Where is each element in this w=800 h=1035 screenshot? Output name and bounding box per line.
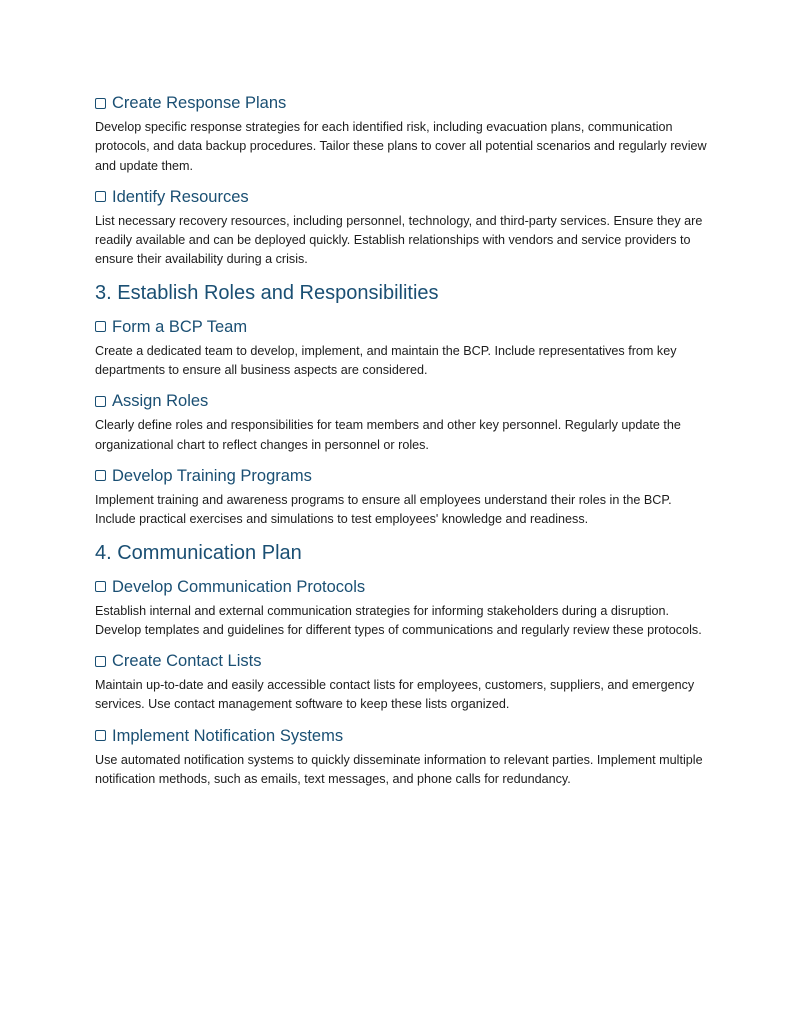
checkbox-icon[interactable]: [95, 191, 106, 202]
checklist-item-assign-roles: [95, 390, 710, 412]
checklist-item-create-contact-lists: [95, 650, 710, 672]
section-continued: [95, 92, 710, 270]
section-heading: 4. Communication Plan: [95, 541, 302, 564]
item-description: Use automated notification systems to quickly disseminate information to relevant parties. Implement multiple notification methods, such as emails, text messages, and phone calls for redundancy.: [95, 752, 703, 787]
section-communication: [95, 540, 710, 790]
checklist-item-form-bcp-team: [95, 316, 710, 338]
checkbox-icon[interactable]: [95, 98, 106, 109]
item-title: Develop Communication Protocols: [112, 577, 366, 596]
checkbox-icon[interactable]: [95, 656, 106, 667]
section-heading: 3. Establish Roles and Responsibilities: [95, 281, 439, 304]
item-title: Form a BCP Team: [112, 317, 248, 336]
item-description: Maintain up-to-date and easily accessible contact lists for employees, customers, suppliers, and emergency services. Use contact management software to keep these lists organized.: [95, 678, 695, 712]
item-title: Implement Notification Systems: [112, 726, 344, 745]
item-description: List necessary recovery resources, including personnel, technology, and third-party services. Ensure they are readily available and can be deployed quickly. Establish relationships with vendors and service providers to ensure their availability during a crisis.: [95, 213, 703, 267]
item-title: Identify Resources: [112, 187, 249, 206]
checklist-item-develop-training-programs: [95, 465, 710, 487]
item-title: Create Response Plans: [112, 94, 287, 112]
checkbox-icon[interactable]: [95, 396, 106, 407]
checkbox-icon[interactable]: [95, 730, 106, 741]
item-title: Develop Training Programs: [112, 466, 312, 485]
item-description: Implement training and awareness programs to ensure all employees understand their roles in the BCP. Include practical exercises and simulations to test employees' knowledge and readiness.: [95, 492, 672, 527]
section-roles: [95, 280, 710, 530]
checkbox-icon[interactable]: [95, 581, 106, 592]
item-description: Create a dedicated team to develop, implement, and maintain the BCP. Include representatives from key departments to ensure all business aspects are considered.: [95, 343, 677, 378]
checkbox-icon[interactable]: [95, 470, 106, 481]
item-description: Clearly define roles and responsibilities for team members and other key personnel. Regularly update the organizational chart to reflect changes in personnel or roles.: [95, 418, 681, 452]
checklist-item-create-response-plans: [95, 92, 710, 114]
item-description: Establish internal and external communication strategies for informing stakeholders during a disruption. Develop templates and guidelines for different types of communications and regularly review these protocols.: [95, 603, 702, 637]
checklist-item-identify-resources: [95, 186, 710, 208]
checkbox-icon[interactable]: [95, 321, 106, 332]
checklist-item-develop-communication-protocols: [95, 576, 710, 598]
item-description: Develop specific response strategies for each identified risk, including evacuation plans, communication protocols, and data backup procedures. Tailor these plans to cover all potential scenarios and regularly review and update them.: [95, 120, 707, 173]
checklist-item-implement-notification-systems: [95, 725, 710, 747]
item-title: Assign Roles: [112, 392, 209, 411]
document-page: [95, 92, 710, 799]
item-title: Create Contact Lists: [112, 652, 262, 671]
